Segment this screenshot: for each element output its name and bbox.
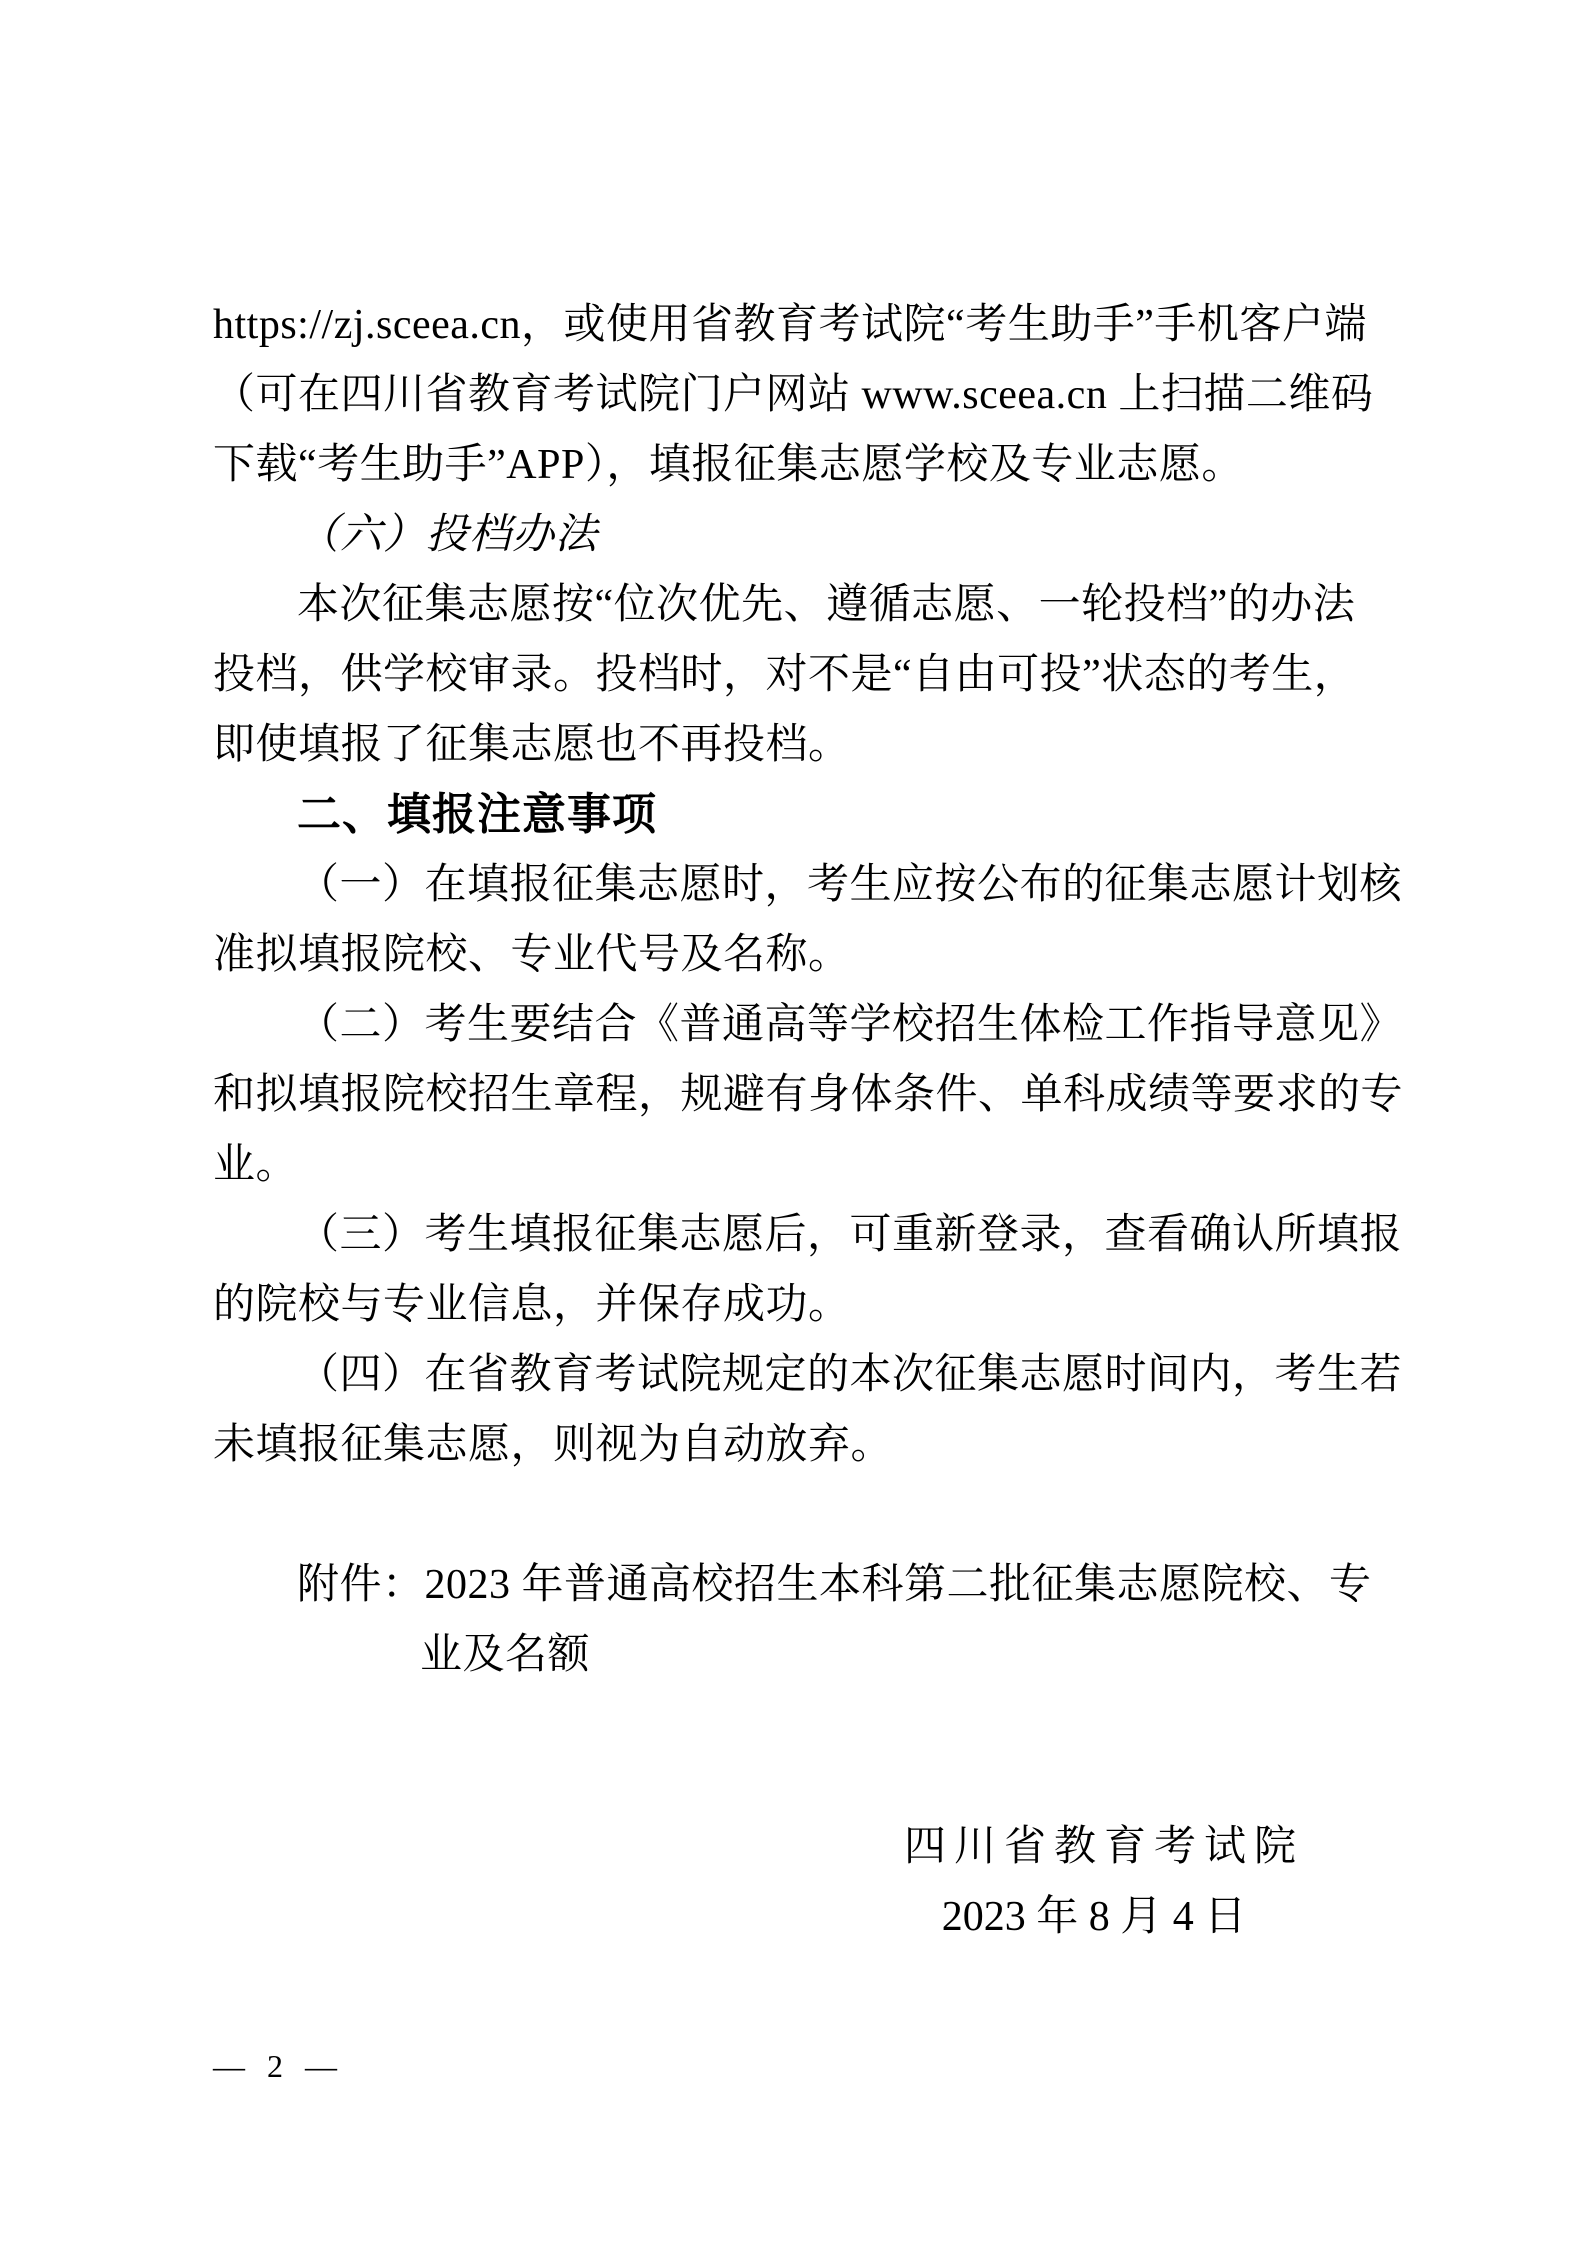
text-line: 业。: [213, 1142, 299, 1188]
signature-organization: 四川省教育考试院: [904, 1824, 1305, 1870]
text-line: （四）在省教育考试院规定的本次征集志愿时间内，考生若: [297, 1352, 1403, 1398]
text-line: （二）考生要结合《普通高等学校招生体检工作指导意见》: [297, 1002, 1403, 1048]
text-line: 附件：2023 年普通高校招生本科第二批征集志愿院校、专: [297, 1562, 1372, 1608]
text-line: 投档，供学校审录。投档时，对不是“自由可投”状态的考生，: [213, 652, 1357, 698]
text-line: （可在四川省教育考试院门户网站 www.sceea.cn 上扫描二维码: [213, 372, 1374, 418]
text-line: https://zj.sceea.cn，或使用省教育考试院“考生助手”手机客户端: [213, 302, 1367, 348]
subsection-heading: （六）投档办法: [297, 512, 599, 558]
text-line: 下载“考生助手”APP），填报征集志愿学校及专业志愿。: [213, 442, 1244, 488]
text-line: 未填报征集志愿，则视为自动放弃。: [213, 1422, 894, 1468]
text-line: 即使填报了征集志愿也不再投档。: [213, 722, 851, 768]
text-line: （三）考生填报征集志愿后，可重新登录，查看确认所填报: [297, 1212, 1403, 1258]
text-line: （一）在填报征集志愿时，考生应按公布的征集志愿计划核: [297, 862, 1403, 908]
page-number: — 2 —: [213, 2048, 344, 2084]
text-line: 和拟填报院校招生章程，规避有身体条件、单科成绩等要求的专: [213, 1072, 1404, 1118]
signature-block: [904, 1812, 1305, 1952]
section-heading: 二、填报注意事项: [297, 790, 657, 839]
text-line: 业及名额: [420, 1632, 591, 1678]
text-line: 准拟填报院校、专业代号及名称。: [213, 932, 851, 978]
blank-line: [213, 1480, 1393, 1550]
signature-date: 2023 年 8 月 4 日: [941, 1894, 1247, 1940]
text-line: 的院校与专业信息，并保存成功。: [213, 1282, 851, 1328]
document-body: [213, 290, 1404, 1690]
text-line: 本次征集志愿按“位次优先、遵循志愿、一轮投档”的办法: [297, 582, 1356, 628]
